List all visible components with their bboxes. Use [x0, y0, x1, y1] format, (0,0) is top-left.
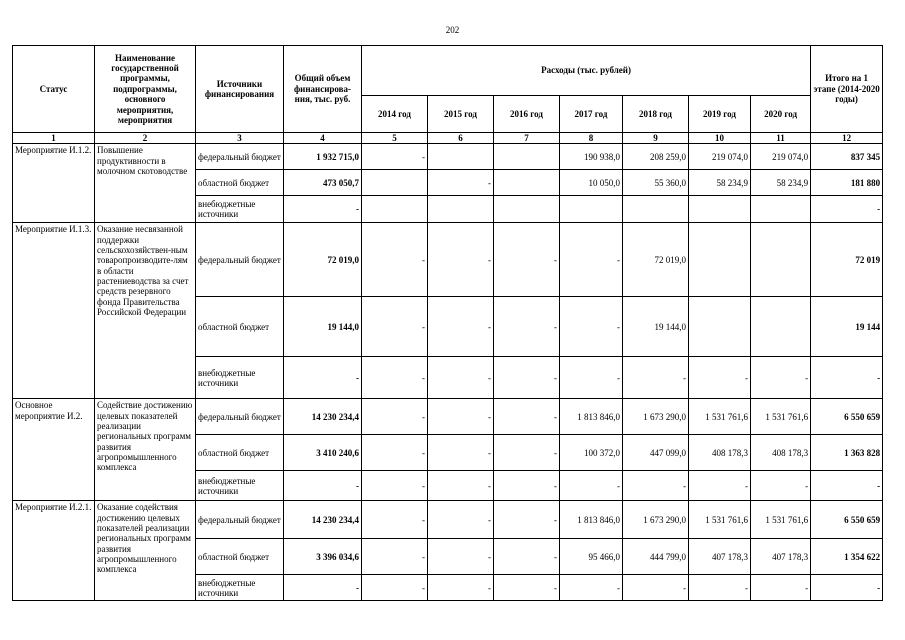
column-number: 5 — [362, 133, 428, 144]
cell-itogo: 72 019 — [811, 223, 883, 297]
header-year: 2015 год — [428, 96, 494, 133]
cell-year-value: 408 178,3 — [689, 435, 751, 471]
cell-year-value — [751, 297, 811, 357]
cell-total: 19 144,0 — [284, 297, 362, 357]
cell-year-value — [494, 144, 560, 170]
cell-year-value: - — [751, 357, 811, 399]
cell-year-value: 100 372,0 — [560, 435, 623, 471]
cell-year-value: 58 234,9 — [751, 170, 811, 196]
column-number: 6 — [428, 133, 494, 144]
column-number: 3 — [196, 133, 284, 144]
cell-year-value: 407 178,3 — [689, 539, 751, 575]
cell-year-value: 1 813 846,0 — [560, 501, 623, 539]
cell-year-value: - — [623, 575, 689, 601]
cell-year-value — [428, 144, 494, 170]
cell-year-value: 408 178,3 — [751, 435, 811, 471]
cell-year-value: - — [494, 471, 560, 501]
cell-year-value: - — [428, 471, 494, 501]
cell-year-value: - — [428, 357, 494, 399]
cell-itogo: 6 550 659 — [811, 501, 883, 539]
cell-year-value: - — [560, 223, 623, 297]
cell-itogo: 181 880 — [811, 170, 883, 196]
cell-year-value: - — [362, 144, 428, 170]
financing-table — [12, 45, 883, 601]
cell-year-value: 208 259,0 — [623, 144, 689, 170]
column-number: 8 — [560, 133, 623, 144]
row-name: Оказание несвязанной поддержки сельскохозяйствен-ным товаропроизводите-лям в области растениеводства за счет средств резервного фонда Правительства Российской Федерации — [95, 223, 196, 399]
cell-year-value: - — [560, 471, 623, 501]
cell-year-value: 58 234,9 — [689, 170, 751, 196]
row-source: федеральный бюджет — [196, 223, 284, 297]
header-expenses: Расходы (тыс. рублей) — [362, 46, 811, 96]
cell-year-value: - — [428, 501, 494, 539]
cell-total: - — [284, 471, 362, 501]
cell-itogo: 6 550 659 — [811, 399, 883, 435]
row-name: Содействие достижению целевых показателей реализации региональных программ развития агропромышленного комплекса — [95, 399, 196, 501]
cell-year-value: - — [428, 435, 494, 471]
cell-year-value: 1 813 846,0 — [560, 399, 623, 435]
cell-year-value: 190 938,0 — [560, 144, 623, 170]
table-body — [13, 144, 883, 601]
cell-year-value: - — [428, 575, 494, 601]
cell-year-value: - — [362, 539, 428, 575]
cell-year-value: 219 074,0 — [689, 144, 751, 170]
page-number: 202 — [445, 25, 460, 35]
cell-year-value: - — [362, 357, 428, 399]
row-status: Мероприятие И.1.3. — [13, 223, 95, 399]
cell-year-value: 444 799,0 — [623, 539, 689, 575]
cell-total: 72 019,0 — [284, 223, 362, 297]
cell-year-value: 447 099,0 — [623, 435, 689, 471]
cell-year-value — [689, 223, 751, 297]
row-source: областной бюджет — [196, 539, 284, 575]
row-source: областной бюджет — [196, 435, 284, 471]
cell-year-value — [560, 196, 623, 223]
row-source: внебюджетные источники — [196, 196, 284, 223]
header-status: Статус — [13, 46, 95, 133]
cell-year-value: 1 673 290,0 — [623, 501, 689, 539]
column-number: 4 — [284, 133, 362, 144]
cell-year-value: - — [494, 357, 560, 399]
header-year: 2018 год — [623, 96, 689, 133]
cell-total: - — [284, 575, 362, 601]
row-source: федеральный бюджет — [196, 144, 284, 170]
row-source: федеральный бюджет — [196, 501, 284, 539]
cell-total: 473 050,7 — [284, 170, 362, 196]
cell-year-value: - — [494, 223, 560, 297]
cell-year-value: - — [362, 471, 428, 501]
table-row — [13, 144, 883, 170]
cell-year-value: 55 360,0 — [623, 170, 689, 196]
cell-total: - — [284, 357, 362, 399]
cell-year-value: - — [362, 435, 428, 471]
cell-year-value: - — [362, 297, 428, 357]
header-year: 2020 год — [751, 96, 811, 133]
cell-year-value: 407 178,3 — [751, 539, 811, 575]
cell-itogo: 19 144 — [811, 297, 883, 357]
header-year: 2017 год — [560, 96, 623, 133]
cell-year-value: - — [428, 297, 494, 357]
cell-itogo: 1 363 828 — [811, 435, 883, 471]
cell-year-value — [623, 196, 689, 223]
header-total: Общий объем финансирова-ния, тыс. руб. — [284, 46, 362, 133]
cell-total: - — [284, 196, 362, 223]
cell-total: 14 230 234,4 — [284, 399, 362, 435]
cell-year-value: - — [362, 223, 428, 297]
cell-total: 1 932 715,0 — [284, 144, 362, 170]
row-source: внебюджетные источники — [196, 575, 284, 601]
cell-year-value: 1 531 761,6 — [689, 399, 751, 435]
row-status: Мероприятие И.1.2. — [13, 144, 95, 223]
header-name: Наименование государственной программы, подпрограммы, основного мероприятия, мероприятия — [95, 46, 196, 133]
cell-itogo: 1 354 622 — [811, 539, 883, 575]
column-number: 10 — [689, 133, 751, 144]
row-source: областной бюджет — [196, 170, 284, 196]
column-number: 2 — [95, 133, 196, 144]
cell-year-value: 19 144,0 — [623, 297, 689, 357]
row-name: Повышение продуктивности в молочном скотоводстве — [95, 144, 196, 223]
column-number: 7 — [494, 133, 560, 144]
cell-year-value: - — [362, 501, 428, 539]
column-number: 11 — [751, 133, 811, 144]
cell-year-value: - — [428, 539, 494, 575]
cell-year-value: - — [362, 575, 428, 601]
cell-year-value: - — [560, 575, 623, 601]
cell-year-value — [494, 196, 560, 223]
header-itogo: Итого на 1 этапе (2014-2020 годы) — [811, 46, 883, 133]
cell-year-value — [494, 170, 560, 196]
row-status: Мероприятие И.2.1. — [13, 501, 95, 601]
table-row — [13, 399, 883, 435]
cell-year-value: - — [494, 399, 560, 435]
cell-year-value: - — [751, 471, 811, 501]
cell-year-value: - — [689, 471, 751, 501]
row-source: федеральный бюджет — [196, 399, 284, 435]
cell-year-value: - — [623, 471, 689, 501]
cell-year-value: 1 531 761,6 — [751, 501, 811, 539]
cell-year-value: 1 673 290,0 — [623, 399, 689, 435]
row-status: Основное мероприятие И.2. — [13, 399, 95, 501]
cell-year-value: 219 074,0 — [751, 144, 811, 170]
header-year: 2014 год — [362, 96, 428, 133]
cell-year-value: 1 531 761,6 — [751, 399, 811, 435]
cell-year-value — [751, 196, 811, 223]
cell-total: 3 410 240,6 — [284, 435, 362, 471]
cell-itogo: 837 345 — [811, 144, 883, 170]
row-source: внебюджетные источники — [196, 357, 284, 399]
cell-year-value: 72 019,0 — [623, 223, 689, 297]
cell-year-value — [428, 196, 494, 223]
row-name: Оказание содействия достижению целевых показателей реализации региональных программ развития агропромышленного комплекса — [95, 501, 196, 601]
cell-year-value: - — [751, 575, 811, 601]
column-number: 12 — [811, 133, 883, 144]
cell-year-value: - — [494, 501, 560, 539]
column-number: 1 — [13, 133, 95, 144]
cell-year-value: - — [428, 223, 494, 297]
cell-year-value: - — [428, 170, 494, 196]
cell-year-value: - — [494, 435, 560, 471]
cell-year-value — [689, 196, 751, 223]
cell-total: 3 396 034,6 — [284, 539, 362, 575]
header-year: 2016 год — [494, 96, 560, 133]
table-row — [13, 501, 883, 539]
header-year: 2019 год — [689, 96, 751, 133]
cell-year-value — [751, 223, 811, 297]
row-source: областной бюджет — [196, 297, 284, 357]
cell-itogo: - — [811, 357, 883, 399]
cell-year-value: 1 531 761,6 — [689, 501, 751, 539]
cell-itogo: - — [811, 575, 883, 601]
header-sources: Источники финансирования — [196, 46, 284, 133]
cell-year-value: - — [362, 399, 428, 435]
row-source: внебюджетные источники — [196, 471, 284, 501]
table-row — [13, 223, 883, 297]
cell-year-value: - — [428, 399, 494, 435]
column-number: 9 — [623, 133, 689, 144]
cell-year-value: - — [623, 357, 689, 399]
cell-year-value: - — [560, 297, 623, 357]
cell-year-value — [362, 170, 428, 196]
cell-year-value: - — [494, 575, 560, 601]
cell-year-value: - — [494, 297, 560, 357]
cell-year-value: - — [560, 357, 623, 399]
cell-year-value — [362, 196, 428, 223]
cell-itogo: - — [811, 196, 883, 223]
cell-total: 14 230 234,4 — [284, 501, 362, 539]
cell-year-value: - — [689, 575, 751, 601]
cell-year-value: 10 050,0 — [560, 170, 623, 196]
cell-year-value: 95 466,0 — [560, 539, 623, 575]
cell-itogo: - — [811, 471, 883, 501]
cell-year-value: - — [689, 357, 751, 399]
cell-year-value: - — [494, 539, 560, 575]
cell-year-value — [689, 297, 751, 357]
